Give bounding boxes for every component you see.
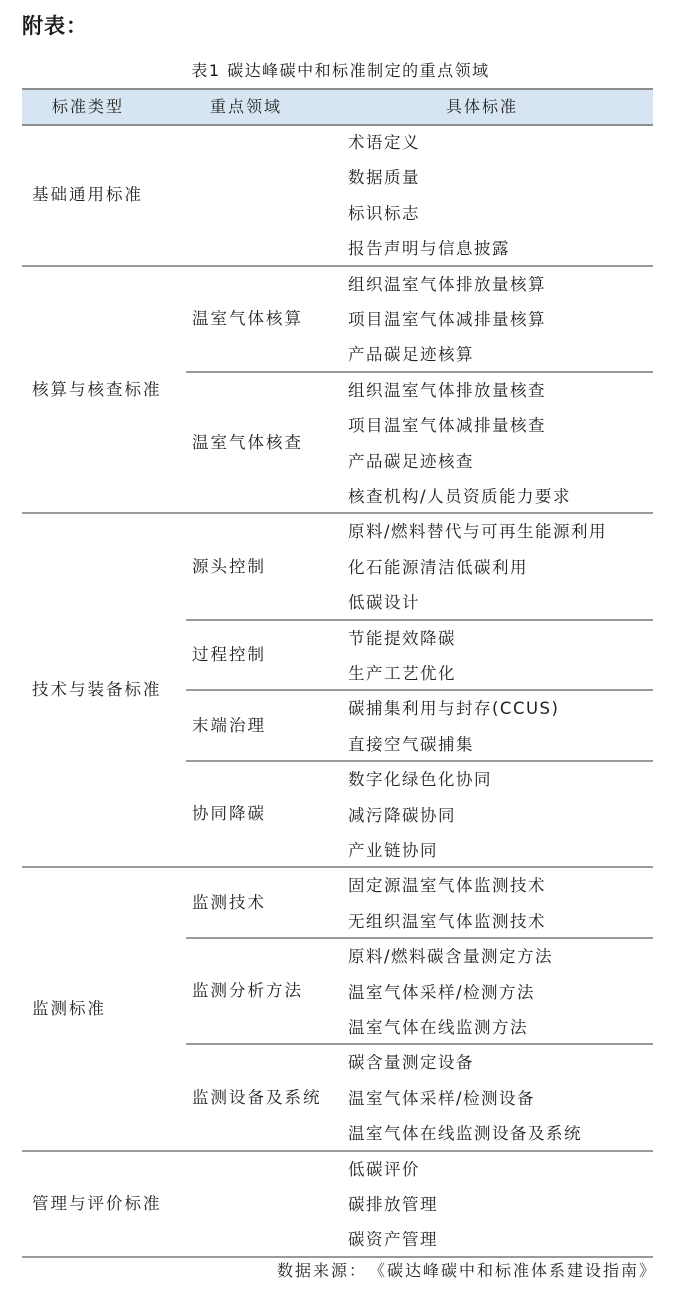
focus-area-label: 过程控制: [192, 645, 266, 664]
standard-item: 减污降碳协同: [348, 805, 456, 825]
standard-item: 数据质量: [348, 168, 420, 188]
standard-item: 标识标志: [348, 203, 420, 223]
standard-category-label: 管理与评价标准: [32, 1193, 162, 1213]
category-divider: [22, 512, 653, 514]
standard-item: 低碳评价: [348, 1159, 420, 1179]
standard-item: 低碳设计: [348, 593, 420, 613]
standard-item: 温室气体采样/检测方法: [348, 982, 536, 1002]
standard-item: 固定源温室气体监测技术: [348, 876, 546, 896]
focus-area-label: 末端治理: [192, 715, 266, 735]
standard-item: 项目温室气体减排量核查: [348, 416, 546, 436]
standard-item: 直接空气碳捕集: [348, 734, 474, 754]
standard-item: 生产工艺优化: [348, 664, 456, 683]
standard-category-label: 技术与装备标准: [32, 680, 162, 700]
focus-area-label: 监测技术: [192, 892, 266, 912]
category-divider: [22, 1150, 653, 1152]
data-source-text: 《碳达峰碳中和标准体系建设指南》: [376, 1261, 657, 1280]
area-divider: [186, 937, 653, 939]
standard-item: 无组织温室气体监测技术: [348, 911, 546, 931]
focus-area-label: 源头控制: [192, 556, 266, 576]
standard-item: 碳捕集利用与封存(CCUS): [348, 699, 560, 719]
standard-item: 报告声明与信息披露: [348, 239, 510, 259]
standard-item: 数字化绿色化协同: [348, 770, 492, 790]
focus-area-label: 监测分析方法: [192, 981, 303, 1001]
column-header-standard: 具体标准: [446, 97, 519, 116]
standard-item: 原料/燃料替代与可再生能源利用: [348, 522, 608, 542]
standard-item: 碳排放管理: [348, 1195, 438, 1214]
standard-item: 术语定义: [348, 133, 420, 152]
area-divider: [186, 371, 653, 373]
focus-area-label: 协同降碳: [192, 804, 266, 824]
standard-item: 化石能源清洁低碳利用: [348, 557, 528, 577]
standard-category-label: 基础通用标准: [32, 184, 143, 204]
column-header-type: 标准类型: [52, 97, 125, 116]
standard-item: 产业链协同: [348, 841, 438, 860]
standard-item: 产品碳足迹核查: [348, 451, 474, 471]
focus-area-label: 监测设备及系统: [192, 1087, 322, 1107]
standard-item: 原料/燃料碳含量测定方法: [348, 947, 554, 967]
standard-item: 组织温室气体排放量核算: [348, 274, 546, 294]
standard-item: 组织温室气体排放量核查: [348, 380, 546, 400]
standard-item: 产品碳足迹核算: [348, 345, 474, 365]
standard-item: 温室气体在线监测方法: [348, 1018, 528, 1037]
appendix-heading: 附表：: [22, 14, 88, 38]
category-divider: [22, 866, 653, 868]
data-source-label: 数据来源：: [276, 1261, 367, 1280]
standard-item: 温室气体采样/检测设备: [348, 1088, 536, 1108]
standard-item: 碳含量测定设备: [348, 1053, 474, 1073]
area-divider: [186, 1043, 653, 1045]
standard-item: 碳资产管理: [348, 1230, 438, 1250]
table-caption: 表1 碳达峰碳中和标准制定的重点领域: [191, 61, 490, 80]
area-divider: [186, 619, 653, 621]
area-divider: [186, 689, 653, 691]
data-source-note: [277, 1258, 657, 1281]
standard-category-label: 核算与核查标准: [32, 379, 162, 399]
standard-item: 温室气体在线监测设备及系统: [348, 1124, 582, 1144]
standard-item: 节能提效降碳: [348, 628, 456, 648]
standard-category-label: 监测标准: [32, 999, 106, 1018]
table-header: [22, 88, 653, 126]
standard-item: 项目温室气体减排量核算: [348, 310, 546, 329]
standard-item: 核查机构/人员资质能力要求: [348, 487, 572, 506]
column-header-area: 重点领域: [210, 97, 283, 116]
focus-area-label: 温室气体核算: [192, 308, 303, 328]
focus-area-label: 温室气体核查: [192, 432, 303, 452]
category-divider: [22, 265, 653, 267]
area-divider: [186, 760, 653, 762]
